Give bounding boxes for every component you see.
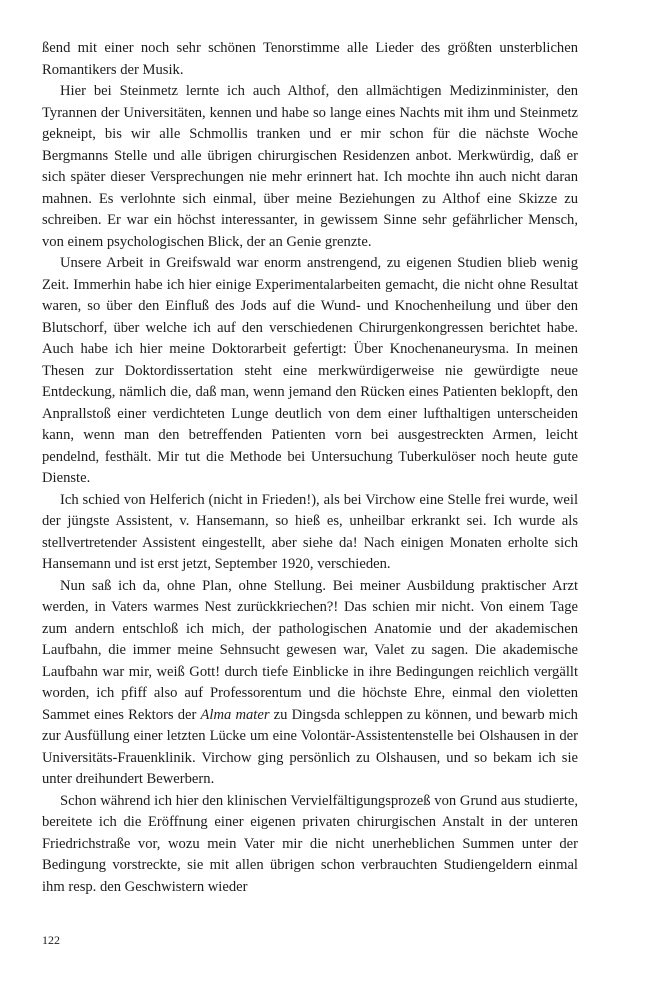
paragraph-4: Ich schied von Helferich (nicht in Frieden!), als bei Virchow eine Stelle frei wurde, weil der jüngste Assistent, v. Hansemann, so hieß es, unheilbar erkrankt sei. Ich wurde als stellvertretender Assistent eingestellt, aber siehe da! Nach einigen Monaten erholte sich Hansemann und ist erst jetzt, September 1920, verschieden. (42, 491, 578, 572)
page-text-body (42, 38, 578, 898)
paragraph-5-italic-phrase: Alma mater (200, 706, 270, 723)
paragraph-2: Hier bei Steinmetz lernte ich auch Althof, den allmächtigen Medizinminister, den Tyrannen der Universitäten, kennen und habe so lange eines Nachts mit ihm und Steinmetz gekneipt, bis wir alle Schmollis tranken und er mir schon für die nächste Woche Bergmanns Stelle und alle übrigen chirurgischen Residenzen anbot. Merkwürdig, daß er sich später dieser Versprechungen nie mehr erinnert hat. Ich mochte ihn auch nicht daran mahnen. Es verlohnte sich einmal, über meine Beziehungen zu Althof eine Skizze zu schreiben. Er war ein höchst interessanter, in gewissem Sinne sehr gefährlicher Mensch, von einem psychologischen Blick, der an Genie grenzte. (42, 83, 578, 250)
paragraph-5 (42, 576, 578, 791)
paragraph-5-text-after: zu Dingsda schleppen zu können, und bewarb mich zur Ausfüllung einer letzten Lücke um eine Volontär-Assistentenstelle bei Olshausen in der Universitäts-Frauenklinik. Virchow ging persönlich zu Olshausen, und so bekam ich sie unter dreihundert Bewerbern. (42, 706, 578, 787)
paragraph-6: Schon während ich hier den klinischen Vervielfältigungsprozeß von Grund aus studierte, bereitete ich die Eröffnung einer eigenen privaten chirurgischen Anstalt in der unteren Friedrichstraße vor, wozu mein Vater mir die nicht unerheblichen Summen unter der Bedingung vorstreckte, sie mit allen übrigen schon verbrauchten Studiengeldern einmal ihm resp. den Geschwistern wieder (42, 792, 578, 895)
page-number: 122 (42, 933, 60, 947)
paragraph-3: Unsere Arbeit in Greifswald war enorm anstrengend, zu eigenen Studien blieb wenig Zeit. Immerhin habe ich hier einige Experimentalarbeiten gemacht, die nicht ohne Resultat waren, so über den Einfluß des Jods auf die Wund- und Knochenheilung und über den Blutschorf, über welche ich auf den verschiedenen Chirurgenkongressen berichtet habe. Auch habe ich hier meine Doktorarbeit gefertigt: Über Knochenaneurysma. In meinen Thesen zur Doktordissertation steht eine merkwürdigerweise nie gewürdigte neue Entdeckung, nämlich die, daß man, wenn jemand den Rücken eines Patienten beklopft, den Anprallstoß einer verdichteten Lunge deutlich von dem einer lufthaltigen unterscheiden kann, wenn man den betreffenden Patienten vorn bei ausgestreckten Armen, leicht pendelnd, festhält. Mir tut die Methode bei Untersuchung Tuberkulöser noch heute gute Dienste. (42, 255, 578, 486)
paragraph-1: ßend mit einer noch sehr schönen Tenorstimme alle Lieder des größten unsterblichen Romantikers der Musik. (42, 40, 578, 78)
paragraph-5-text-before: Nun saß ich da, ohne Plan, ohne Stellung. Bei meiner Ausbildung praktischer Arzt werden, in Vaters warmes Nest zurückkriechen?! Das schien mir nicht. Von einem Tage zum andern entschloß ich mich, der pathologischen Anatomie und der akademischen Laufbahn, die immer meine Sehnsucht gewesen war, Valet zu sagen. Die akademische Laufbahn war mir, weiß Gott! durch tiefe Einblicke in ihre Bedingungen reichlich vergällt worden, ich pfiff also auf Professorentum und die höchste Ehre, einmal den violetten Sammet eines Rektors der (42, 577, 578, 723)
